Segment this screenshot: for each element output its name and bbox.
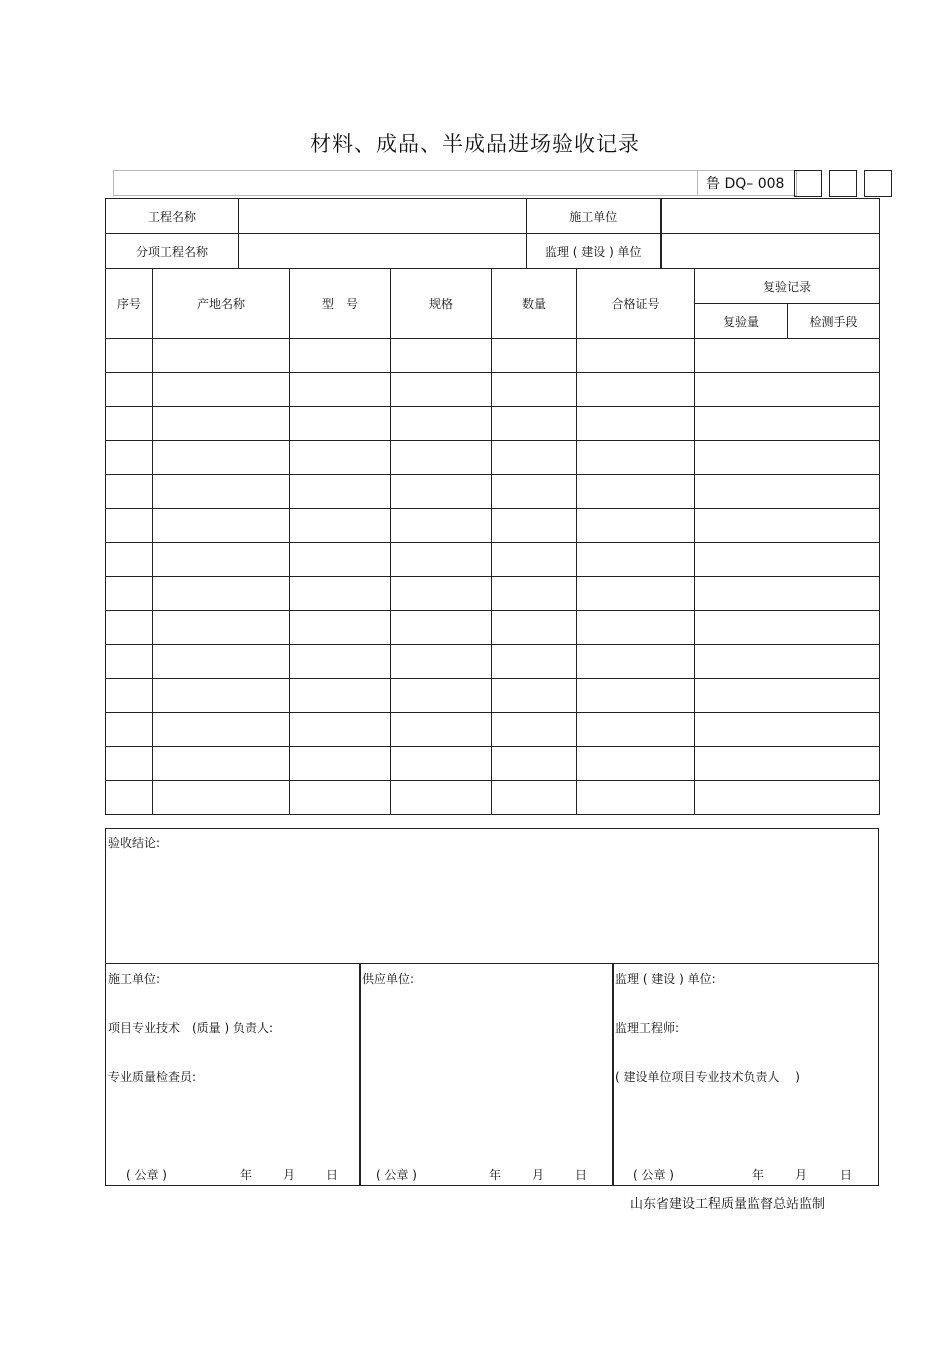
recheck-record-cell[interactable] xyxy=(695,339,880,373)
origin-cell[interactable] xyxy=(153,679,290,713)
month-label: 月 xyxy=(532,1168,545,1182)
origin-cell[interactable] xyxy=(153,645,290,679)
certificate-cell[interactable] xyxy=(577,611,695,645)
col-header-recheck-amount: 复验量 xyxy=(695,304,788,339)
table-row xyxy=(106,339,880,373)
supplier-unit-label: 供应单位: xyxy=(362,972,415,986)
table-row xyxy=(106,543,880,577)
model-cell[interactable] xyxy=(290,373,391,407)
certificate-cell[interactable] xyxy=(577,373,695,407)
recheck-record-cell[interactable] xyxy=(695,509,880,543)
seq-cell[interactable] xyxy=(106,577,153,611)
model-cell[interactable] xyxy=(290,781,391,815)
recheck-record-cell[interactable] xyxy=(695,713,880,747)
spec-cell[interactable] xyxy=(391,713,492,747)
spec-cell[interactable] xyxy=(391,577,492,611)
col-header-origin: 产地名称 xyxy=(153,269,290,339)
table-row xyxy=(106,577,880,611)
spec-cell[interactable] xyxy=(391,373,492,407)
col-header-spec: 规格 xyxy=(391,269,492,339)
seq-cell[interactable] xyxy=(106,679,153,713)
model-cell[interactable] xyxy=(290,441,391,475)
model-cell[interactable] xyxy=(290,407,391,441)
certificate-cell[interactable] xyxy=(577,781,695,815)
code-box-2[interactable] xyxy=(829,170,857,197)
origin-cell[interactable] xyxy=(153,407,290,441)
certificate-cell[interactable] xyxy=(577,679,695,713)
supervision-unit-field[interactable] xyxy=(662,234,880,269)
owner-tech-lead-label: ( 建设单位项目专业技术负责人 ) xyxy=(615,1070,800,1084)
seq-cell[interactable] xyxy=(106,441,153,475)
spec-cell[interactable] xyxy=(391,781,492,815)
col-header-test-method: 检测手段 xyxy=(788,304,880,339)
recheck-record-cell[interactable] xyxy=(695,679,880,713)
year-label: 年 xyxy=(489,1168,502,1182)
certificate-cell[interactable] xyxy=(577,339,695,373)
model-cell[interactable] xyxy=(290,679,391,713)
quantity-cell[interactable] xyxy=(492,747,577,781)
project-name-label: 工程名称 xyxy=(106,199,239,234)
origin-cell[interactable] xyxy=(153,441,290,475)
spec-cell[interactable] xyxy=(391,611,492,645)
seq-cell[interactable] xyxy=(106,407,153,441)
certificate-cell[interactable] xyxy=(577,475,695,509)
seal-label: ( 公章 ) xyxy=(126,1168,167,1182)
col-header-recheck: 复验记录 xyxy=(695,269,880,304)
certificate-cell[interactable] xyxy=(577,645,695,679)
table-row xyxy=(106,407,880,441)
quantity-cell[interactable] xyxy=(492,509,577,543)
table-row xyxy=(106,713,880,747)
supervision-unit-label: 监理 ( 建设 ) 单位 xyxy=(527,234,661,269)
seal-label: ( 公章 ) xyxy=(376,1168,417,1182)
model-cell[interactable] xyxy=(290,475,391,509)
recheck-record-cell[interactable] xyxy=(695,781,880,815)
origin-cell[interactable] xyxy=(153,781,290,815)
model-cell[interactable] xyxy=(290,645,391,679)
certificate-cell[interactable] xyxy=(577,543,695,577)
origin-cell[interactable] xyxy=(153,339,290,373)
code-box-1[interactable] xyxy=(794,170,822,197)
month-label: 月 xyxy=(283,1168,296,1182)
model-cell[interactable] xyxy=(290,577,391,611)
certificate-cell[interactable] xyxy=(577,441,695,475)
table-row xyxy=(106,475,880,509)
sub-project-label: 分项工程名称 xyxy=(106,234,239,269)
year-label: 年 xyxy=(240,1168,253,1182)
col-header-quantity: 数量 xyxy=(492,269,577,339)
materials-table xyxy=(105,268,880,815)
seq-cell[interactable] xyxy=(106,475,153,509)
inspector-label: 专业质量检查员: xyxy=(108,1070,197,1084)
quantity-cell[interactable] xyxy=(492,407,577,441)
seq-cell[interactable] xyxy=(106,339,153,373)
recheck-record-cell[interactable] xyxy=(695,747,880,781)
table-row xyxy=(106,747,880,781)
quantity-cell[interactable] xyxy=(492,373,577,407)
seq-cell[interactable] xyxy=(106,645,153,679)
page-title: 材料、成品、半成品进场验收记录 xyxy=(310,132,640,156)
recheck-record-cell[interactable] xyxy=(695,611,880,645)
form-code-strip xyxy=(113,170,797,196)
seq-cell[interactable] xyxy=(106,747,153,781)
quantity-cell[interactable] xyxy=(492,781,577,815)
project-name-field[interactable] xyxy=(239,199,527,234)
spec-cell[interactable] xyxy=(391,509,492,543)
table-row xyxy=(106,611,880,645)
seal-label: ( 公章 ) xyxy=(633,1168,674,1182)
quantity-cell[interactable] xyxy=(492,577,577,611)
spec-cell[interactable] xyxy=(391,441,492,475)
code-box-3[interactable] xyxy=(864,170,892,197)
tech-lead-label: 项目专业技术 (质量 ) 负责人: xyxy=(108,1021,274,1035)
spec-cell[interactable] xyxy=(391,407,492,441)
origin-cell[interactable] xyxy=(153,475,290,509)
model-cell[interactable] xyxy=(290,747,391,781)
origin-cell[interactable] xyxy=(153,747,290,781)
seq-cell[interactable] xyxy=(106,713,153,747)
spec-cell[interactable] xyxy=(391,339,492,373)
recheck-record-cell[interactable] xyxy=(695,407,880,441)
quantity-cell[interactable] xyxy=(492,543,577,577)
model-cell[interactable] xyxy=(290,339,391,373)
project-info-table xyxy=(105,198,880,269)
origin-cell[interactable] xyxy=(153,611,290,645)
model-cell[interactable] xyxy=(290,611,391,645)
spec-cell[interactable] xyxy=(391,679,492,713)
quantity-cell[interactable] xyxy=(492,339,577,373)
origin-cell[interactable] xyxy=(153,577,290,611)
recheck-record-cell[interactable] xyxy=(695,441,880,475)
supervision-unit-sign-label: 监理 ( 建设 ) 单位: xyxy=(615,972,716,986)
spec-cell[interactable] xyxy=(391,645,492,679)
seq-cell[interactable] xyxy=(106,509,153,543)
seq-cell[interactable] xyxy=(106,543,153,577)
origin-cell[interactable] xyxy=(153,713,290,747)
col-header-seq: 序号 xyxy=(106,269,153,339)
conclusion-box[interactable] xyxy=(105,828,879,964)
code-divider xyxy=(697,170,698,196)
table-row xyxy=(106,441,880,475)
quantity-cell[interactable] xyxy=(492,475,577,509)
quantity-cell[interactable] xyxy=(492,713,577,747)
construction-unit-sign-label: 施工单位: xyxy=(108,972,161,986)
origin-cell[interactable] xyxy=(153,373,290,407)
seq-cell[interactable] xyxy=(106,781,153,815)
seq-cell[interactable] xyxy=(106,373,153,407)
quantity-cell[interactable] xyxy=(492,441,577,475)
supervision-sign-block[interactable] xyxy=(612,963,879,1186)
spec-cell[interactable] xyxy=(391,747,492,781)
recheck-record-cell[interactable] xyxy=(695,475,880,509)
model-cell[interactable] xyxy=(290,509,391,543)
day-label: 日 xyxy=(840,1168,853,1182)
form-code: 鲁 DQ– 008 xyxy=(706,176,785,192)
model-cell[interactable] xyxy=(290,713,391,747)
supervision-engineer-label: 监理工程师: xyxy=(615,1021,680,1035)
origin-cell[interactable] xyxy=(153,509,290,543)
certificate-cell[interactable] xyxy=(577,577,695,611)
month-label: 月 xyxy=(795,1168,808,1182)
construction-unit-label: 施工单位 xyxy=(527,199,661,234)
col-header-certificate: 合格证号 xyxy=(577,269,695,339)
recheck-record-cell[interactable] xyxy=(695,543,880,577)
day-label: 日 xyxy=(326,1168,339,1182)
certificate-cell[interactable] xyxy=(577,509,695,543)
quantity-cell[interactable] xyxy=(492,611,577,645)
sub-project-field[interactable] xyxy=(239,234,527,269)
seq-cell[interactable] xyxy=(106,611,153,645)
certificate-cell[interactable] xyxy=(577,747,695,781)
spec-cell[interactable] xyxy=(391,475,492,509)
table-row xyxy=(106,509,880,543)
table-row xyxy=(106,679,880,713)
model-cell[interactable] xyxy=(290,543,391,577)
recheck-record-cell[interactable] xyxy=(695,645,880,679)
quantity-cell[interactable] xyxy=(492,679,577,713)
recheck-record-cell[interactable] xyxy=(695,373,880,407)
conclusion-label: 验收结论: xyxy=(108,836,161,850)
supplier-sign-block[interactable] xyxy=(359,963,614,1186)
spec-cell[interactable] xyxy=(391,543,492,577)
certificate-cell[interactable] xyxy=(577,713,695,747)
year-label: 年 xyxy=(752,1168,765,1182)
construction-sign-block[interactable] xyxy=(105,963,361,1186)
table-row xyxy=(106,373,880,407)
construction-unit-field[interactable] xyxy=(662,199,880,234)
certificate-cell[interactable] xyxy=(577,407,695,441)
footer-issuer: 山东省建设工程质量监督总站监制 xyxy=(630,1197,826,1212)
table-row xyxy=(106,645,880,679)
day-label: 日 xyxy=(575,1168,588,1182)
col-header-model: 型 号 xyxy=(290,269,391,339)
origin-cell[interactable] xyxy=(153,543,290,577)
table-row xyxy=(106,781,880,815)
quantity-cell[interactable] xyxy=(492,645,577,679)
recheck-record-cell[interactable] xyxy=(695,577,880,611)
